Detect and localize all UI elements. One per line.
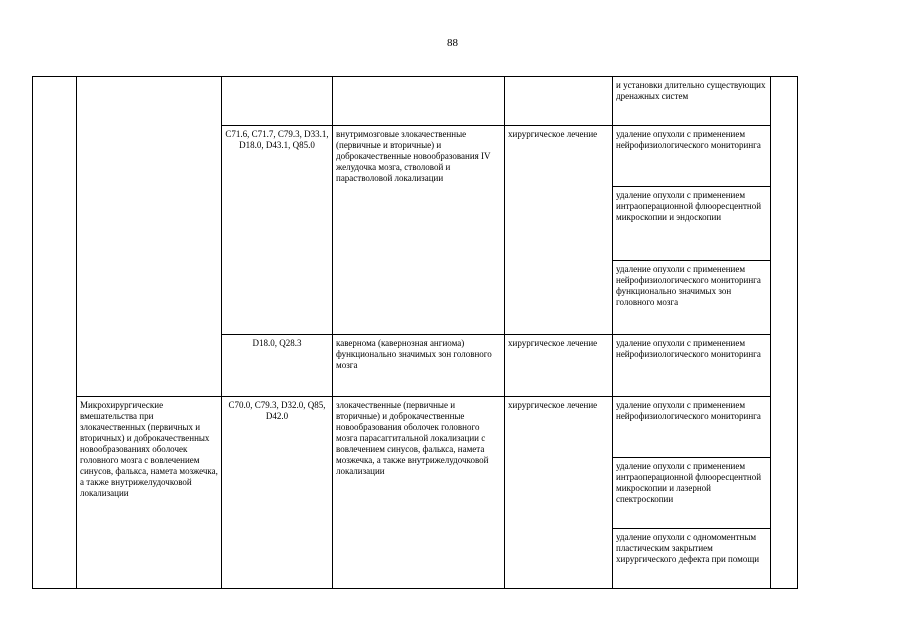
title-cell: Микрохирургические вмешательства при злокачественных (первичных и вторичных) и доброкачественных новообразованиях оболочек головного мозга с вовлечением синусов, фалькса, намета мозжечка, а также внутрижелудочковой локализации (76, 396, 222, 589)
diagnosis-cell: злокачественные (первичные и вторичные) и доброкачественные новообразования оболочек головного мозга парасаггитальной локализации с вовлечением синусов, фалькса, намета мозжечка, а также внутрижелудочковой локализации (332, 396, 505, 589)
method-cell: удаление опухоли с одномоментным пластическим закрытием хирургического дефекта при помощи (612, 528, 771, 589)
number-cell (32, 76, 77, 589)
tariff-cell (770, 76, 798, 589)
treatment-cell: хирургическое лечение (504, 125, 613, 335)
treatment-cell: хирургическое лечение (504, 396, 613, 589)
diagnosis-cell: внутримозговые злокачественные (первичные и вторичные) и доброкачественные новообразования IV желудочка мозга, стволовой и парастволовой локализации (332, 125, 505, 335)
diagnosis-cell: кавернома (кавернозная ангиома) функционально значимых зон головного мозга (332, 334, 505, 397)
treatment-cell (504, 76, 613, 126)
method-cell: удаление опухоли с применением нейрофизиологического мониторинга функционально значимых зон головного мозга (612, 260, 771, 335)
method-cell: удаление опухоли с применением интраоперационной флюоресцентной микроскопии и лазерной спектроскопии (612, 457, 771, 529)
method-cell: удаление опухоли с применением нейрофизиологического мониторинга (612, 125, 771, 187)
method-cell: удаление опухоли с применением нейрофизиологического мониторинга (612, 334, 771, 397)
procedures-table (32, 76, 798, 589)
codes-cell: D18.0, Q28.3 (221, 334, 333, 397)
diagnosis-cell (332, 76, 505, 126)
method-cell: удаление опухоли с применением интраоперационной флюоресцентной микроскопии и эндоскопии (612, 186, 771, 261)
method-cell: удаление опухоли с применением нейрофизиологического мониторинга (612, 396, 771, 458)
codes-cell: C71.6, C71.7, C79.3, D33.1, D18.0, D43.1, Q85.0 (221, 125, 333, 335)
title-cell (76, 76, 222, 397)
page-number: 88 (447, 37, 458, 49)
codes-cell: C70.0, C79.3, D32.0, Q85, D42.0 (221, 396, 333, 589)
treatment-cell: хирургическое лечение (504, 334, 613, 397)
codes-cell (221, 76, 333, 126)
method-cell: и установки длительно существующих дренажных систем (612, 76, 771, 126)
